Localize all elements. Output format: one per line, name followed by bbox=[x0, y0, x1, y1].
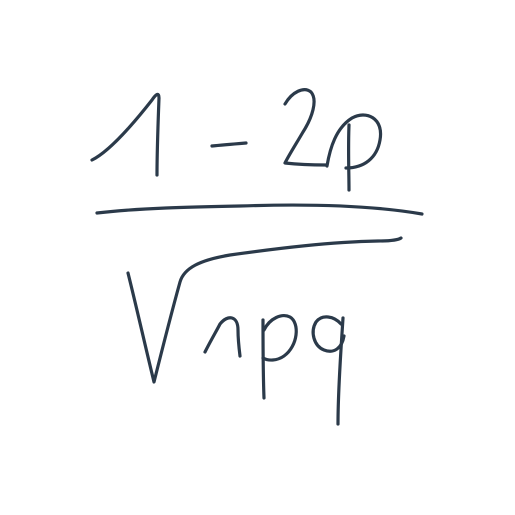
stroke-letter-q-stem bbox=[338, 318, 343, 424]
denominator bbox=[128, 238, 401, 424]
stroke-minus-sign bbox=[212, 143, 246, 146]
fraction-bar bbox=[97, 205, 422, 214]
stroke-digit-one bbox=[92, 94, 159, 175]
stroke-letter-p-bowl bbox=[327, 115, 381, 168]
numerator bbox=[92, 90, 381, 190]
stroke-letter-q-bowl bbox=[313, 317, 344, 351]
stroke-digit-two bbox=[285, 90, 326, 165]
stroke-letter-n bbox=[205, 318, 240, 356]
stroke-letter-p-bowl-2 bbox=[263, 316, 296, 360]
